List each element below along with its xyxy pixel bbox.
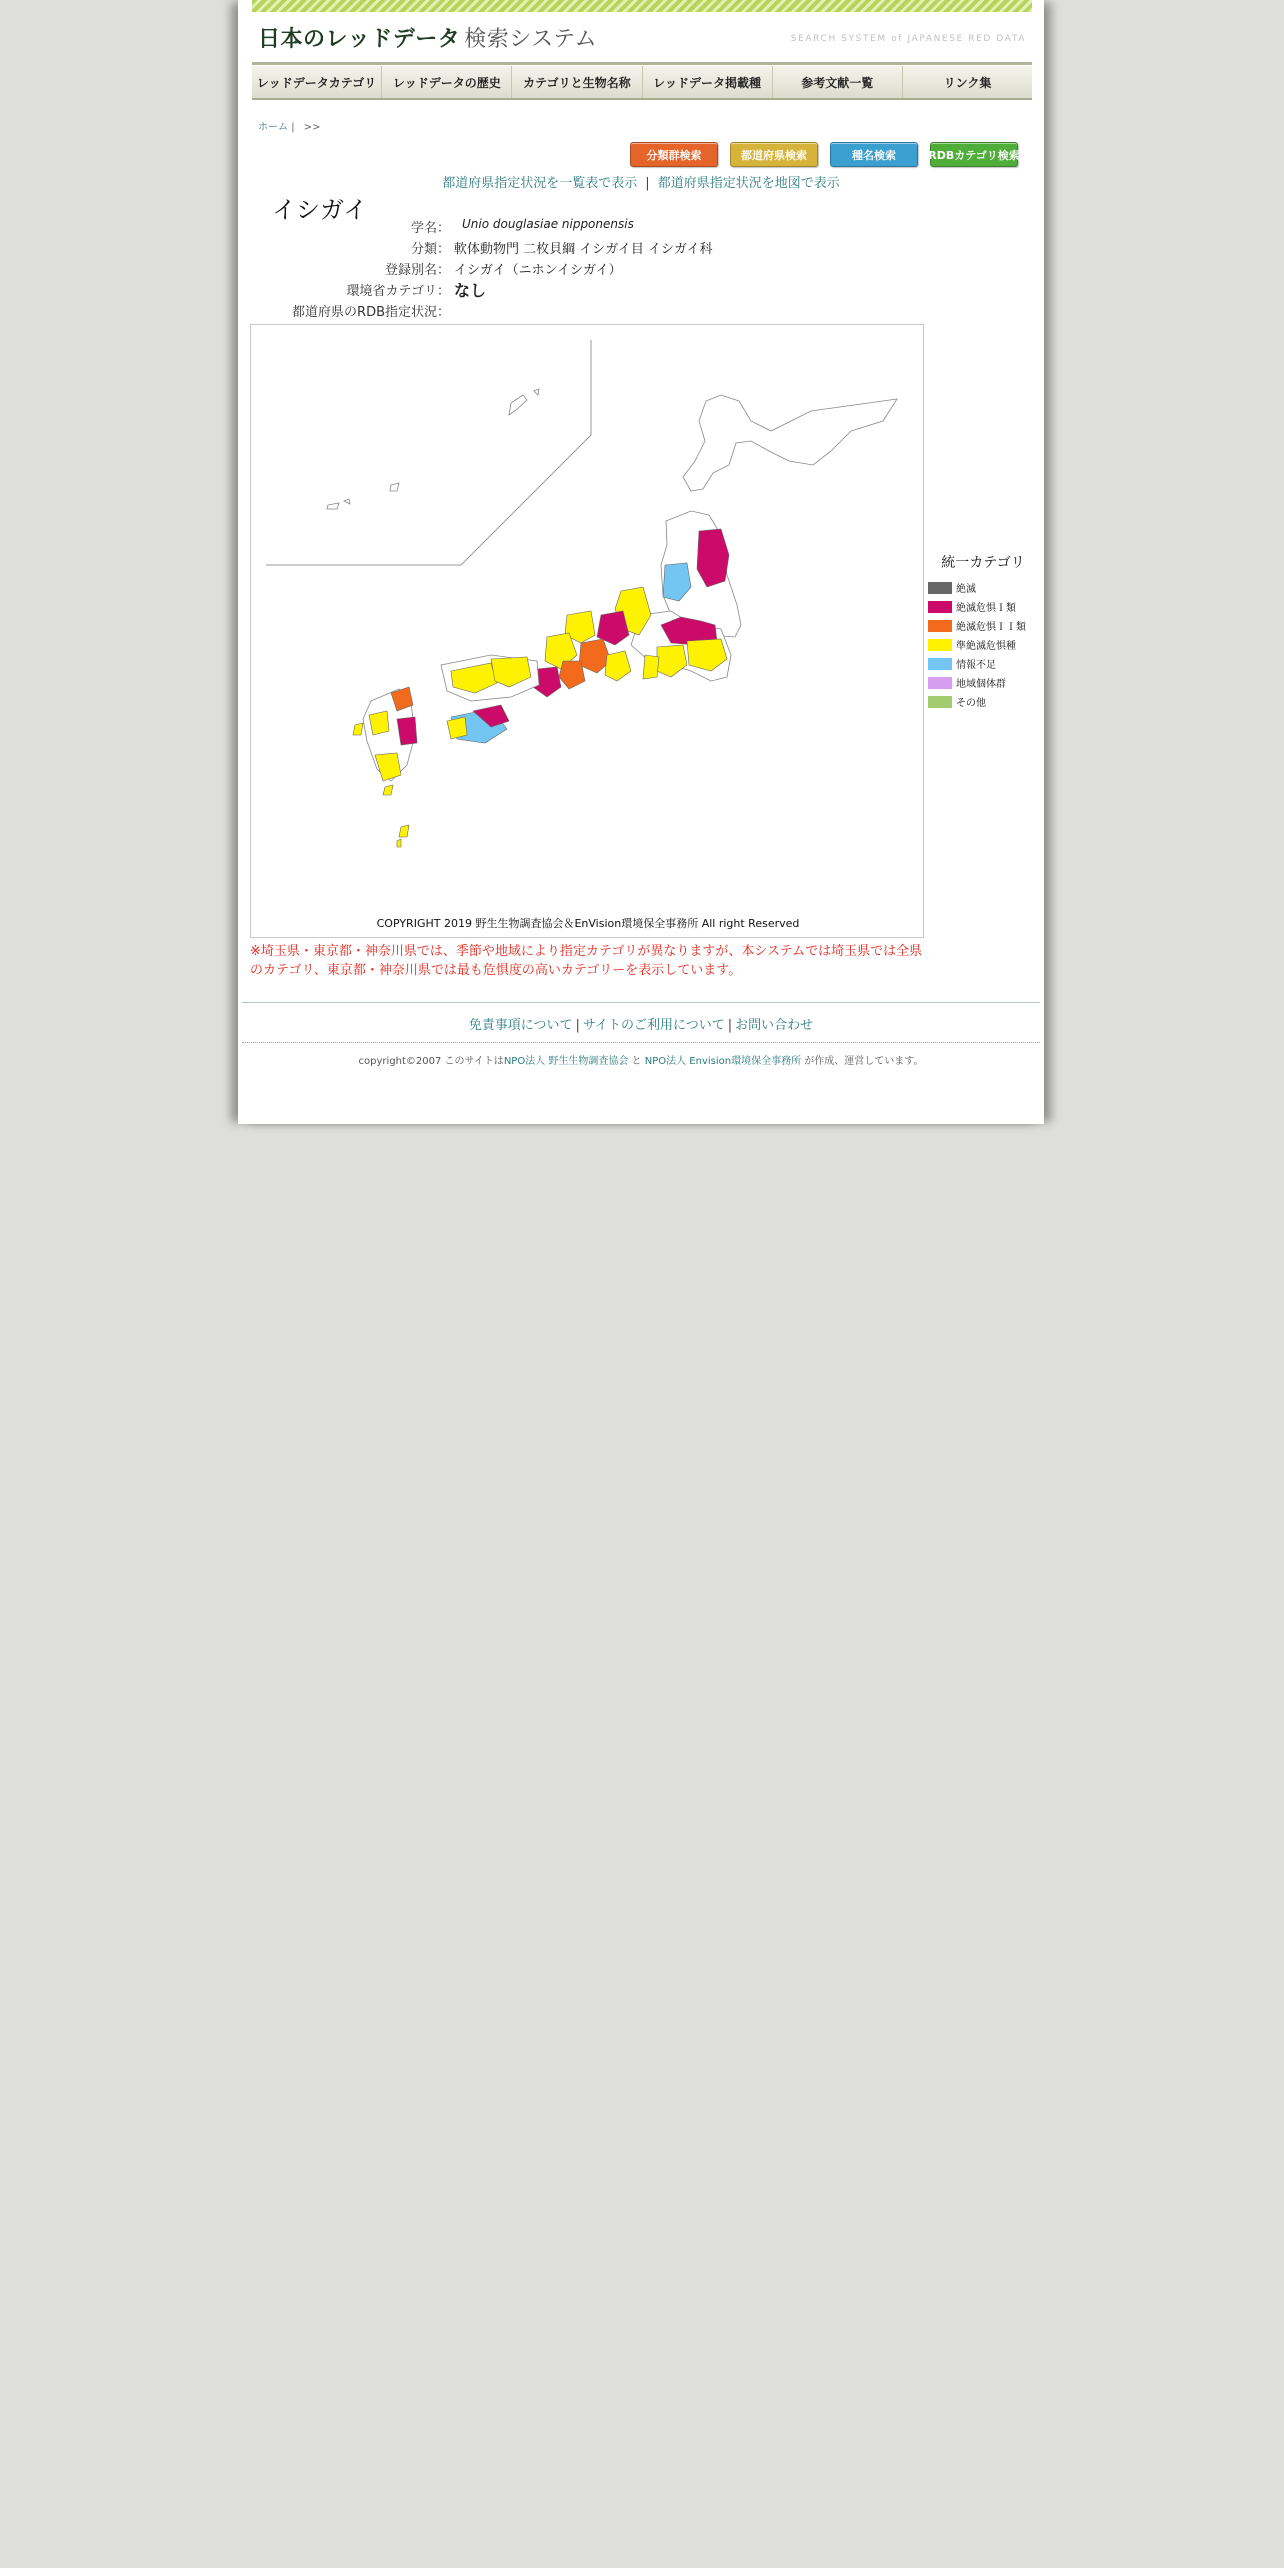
legend-swatch (928, 582, 952, 594)
legend-label: 地域個体群 (956, 679, 1006, 690)
breadcrumb (258, 118, 321, 133)
scientific-name-value: Unio douglasiae nipponensis (462, 217, 634, 231)
alias-value: イシガイ（ニホンイシガイ） (454, 263, 622, 278)
legend-item-vu (928, 616, 1038, 635)
footer-dotted-divider (242, 1042, 1040, 1043)
prefecture-rdb-status-row (238, 301, 838, 319)
legend-item-cr-en (928, 597, 1038, 616)
sakishima-island (390, 483, 399, 491)
amami-island-small (397, 839, 401, 847)
legend-label: 情報不足 (956, 660, 996, 671)
amami-island (399, 825, 409, 837)
shiga-mie (559, 661, 585, 689)
main-nav (252, 66, 1032, 100)
species-name-search-button[interactable]: 種名検索 (830, 142, 918, 167)
contact-link[interactable]: お問い合わせ (735, 1018, 814, 1033)
legend-swatch (928, 601, 952, 613)
view-as-map-link[interactable]: 都道府県指定状況を地図で表示 (657, 176, 840, 191)
copyright-prefix: copyright©2007 このサイトは (358, 1056, 504, 1067)
japan-map-svg (251, 325, 923, 913)
search-button-group (630, 142, 1022, 168)
legend-swatch (928, 658, 952, 670)
moe-category-value: なし (454, 281, 487, 300)
goto-islands (353, 723, 363, 735)
alias-label: 登録別名： (384, 263, 450, 278)
site-subtitle-en: SEARCH SYSTEM of JAPANESE RED DATA (790, 34, 1026, 44)
legend-swatch (928, 696, 952, 708)
site-title[interactable] (258, 22, 597, 53)
view-links-separator: | (645, 176, 650, 191)
legend-label: その他 (956, 698, 986, 709)
copyright-and: と (628, 1056, 645, 1067)
okinawa-inset-frame (266, 340, 591, 565)
saitama-tokyo (657, 645, 687, 677)
nav-item-links[interactable]: リンク集 (943, 75, 992, 90)
okinawa-island-main (509, 395, 527, 415)
site-usage-link[interactable]: サイトのご利用について (582, 1018, 725, 1033)
nav-item-red-data-category[interactable]: レッドデータカテゴリ (252, 66, 382, 98)
footer-separator: | (575, 1018, 580, 1033)
header-divider (252, 62, 1032, 65)
okinawa-island-small (534, 389, 539, 395)
legend-label: 絶滅危惧ＩＩ類 (956, 622, 1026, 633)
view-as-list-link[interactable]: 都道府県指定状況を一覧表で表示 (442, 176, 638, 191)
nav-item-red-data-history[interactable]: レッドデータの歴史 (382, 66, 512, 98)
legend-label: 準絶滅危惧種 (956, 641, 1016, 652)
category-legend (928, 552, 1038, 711)
breadcrumb-separator: | (291, 122, 295, 133)
footer-divider (242, 1002, 1040, 1003)
legend-item-nt (928, 635, 1038, 654)
legend-item-dd (928, 654, 1038, 673)
org-link-wildlife-survey[interactable]: NPO法人 野生生物調査協会 (503, 1056, 629, 1067)
legend-title: 統一カテゴリ (941, 555, 1025, 571)
moe-category-row (238, 280, 838, 298)
legend-item-lp (928, 673, 1038, 692)
taxon-search-button[interactable]: 分類群検索 (630, 142, 718, 167)
disclaimer-link[interactable]: 免責事項について (468, 1018, 573, 1033)
site-title-main: 日本のレッドデータ (258, 27, 461, 52)
breadcrumb-next: >> (303, 122, 321, 133)
prefecture-map (250, 324, 924, 938)
kagoshima (375, 753, 401, 781)
nav-item-listed-species[interactable]: レッドデータ掲載種 (643, 66, 773, 98)
classification-row (238, 238, 838, 256)
prefecture-search-button[interactable]: 都道府県検索 (730, 142, 818, 167)
category-note: ※埼玉県・東京都・神奈川県では、季節や地域により指定カテゴリが異なりますが、本システムでは埼玉県では全県のカテゴリ、東京都・神奈川県では最も危惧度の高いカテゴリーを表示しています。 (250, 944, 923, 978)
scientific-name-label: 学名： (410, 221, 450, 236)
alias-row (238, 259, 838, 277)
legend-item-other (928, 692, 1038, 711)
prefecture-rdb-status-label: 都道府県のRDB指定状況： (292, 305, 450, 320)
legend-label: 絶滅危惧Ｉ類 (956, 603, 1016, 614)
moe-category-label: 環境省カテゴリ： (346, 284, 450, 299)
breadcrumb-home-link[interactable]: ホーム (258, 122, 288, 133)
footer-links (238, 1014, 1044, 1033)
shizuoka (605, 651, 631, 681)
kanagawa (643, 655, 659, 679)
yaeyama-island (327, 503, 339, 509)
nav-item-category-names[interactable]: カテゴリと生物名称 (512, 66, 642, 98)
legend-item-extinct (928, 578, 1038, 597)
yaeyama-island-2 (344, 499, 350, 504)
scientific-name-row (238, 217, 838, 235)
nav-item-references[interactable]: 参考文献一覧 (773, 66, 903, 98)
page-container (238, 0, 1044, 1124)
footer-copyright (238, 1052, 1044, 1067)
org-link-envision[interactable]: NPO法人 Envision環境保全事務所 (644, 1056, 802, 1067)
saga-nagasaki (369, 711, 389, 735)
view-mode-links (238, 172, 1044, 191)
hokkaido (683, 395, 897, 491)
classification-label: 分類： (410, 242, 450, 257)
ehime (447, 717, 467, 739)
rdb-category-search-button[interactable]: RDBカテゴリ検索 (930, 142, 1018, 167)
legend-swatch (928, 677, 952, 689)
top-decorative-stripe (252, 0, 1032, 12)
site-title-sub: 検索システム (464, 27, 598, 52)
legend-label: 絶滅 (956, 584, 976, 595)
footer-separator: | (727, 1018, 733, 1033)
legend-swatch (928, 639, 952, 651)
classification-value: 軟体動物門 二枚貝綱 イシガイ目 イシガイ科 (454, 242, 713, 257)
species-name-heading: イシガイ (272, 196, 368, 224)
yakushima (383, 785, 393, 795)
map-copyright: COPYRIGHT 2019 野生生物調査協会＆EnVision環境保全事務所 All right Reserved (376, 917, 800, 930)
copyright-suffix: が作成、運営しています。 (801, 1056, 924, 1067)
legend-swatch (928, 620, 952, 632)
